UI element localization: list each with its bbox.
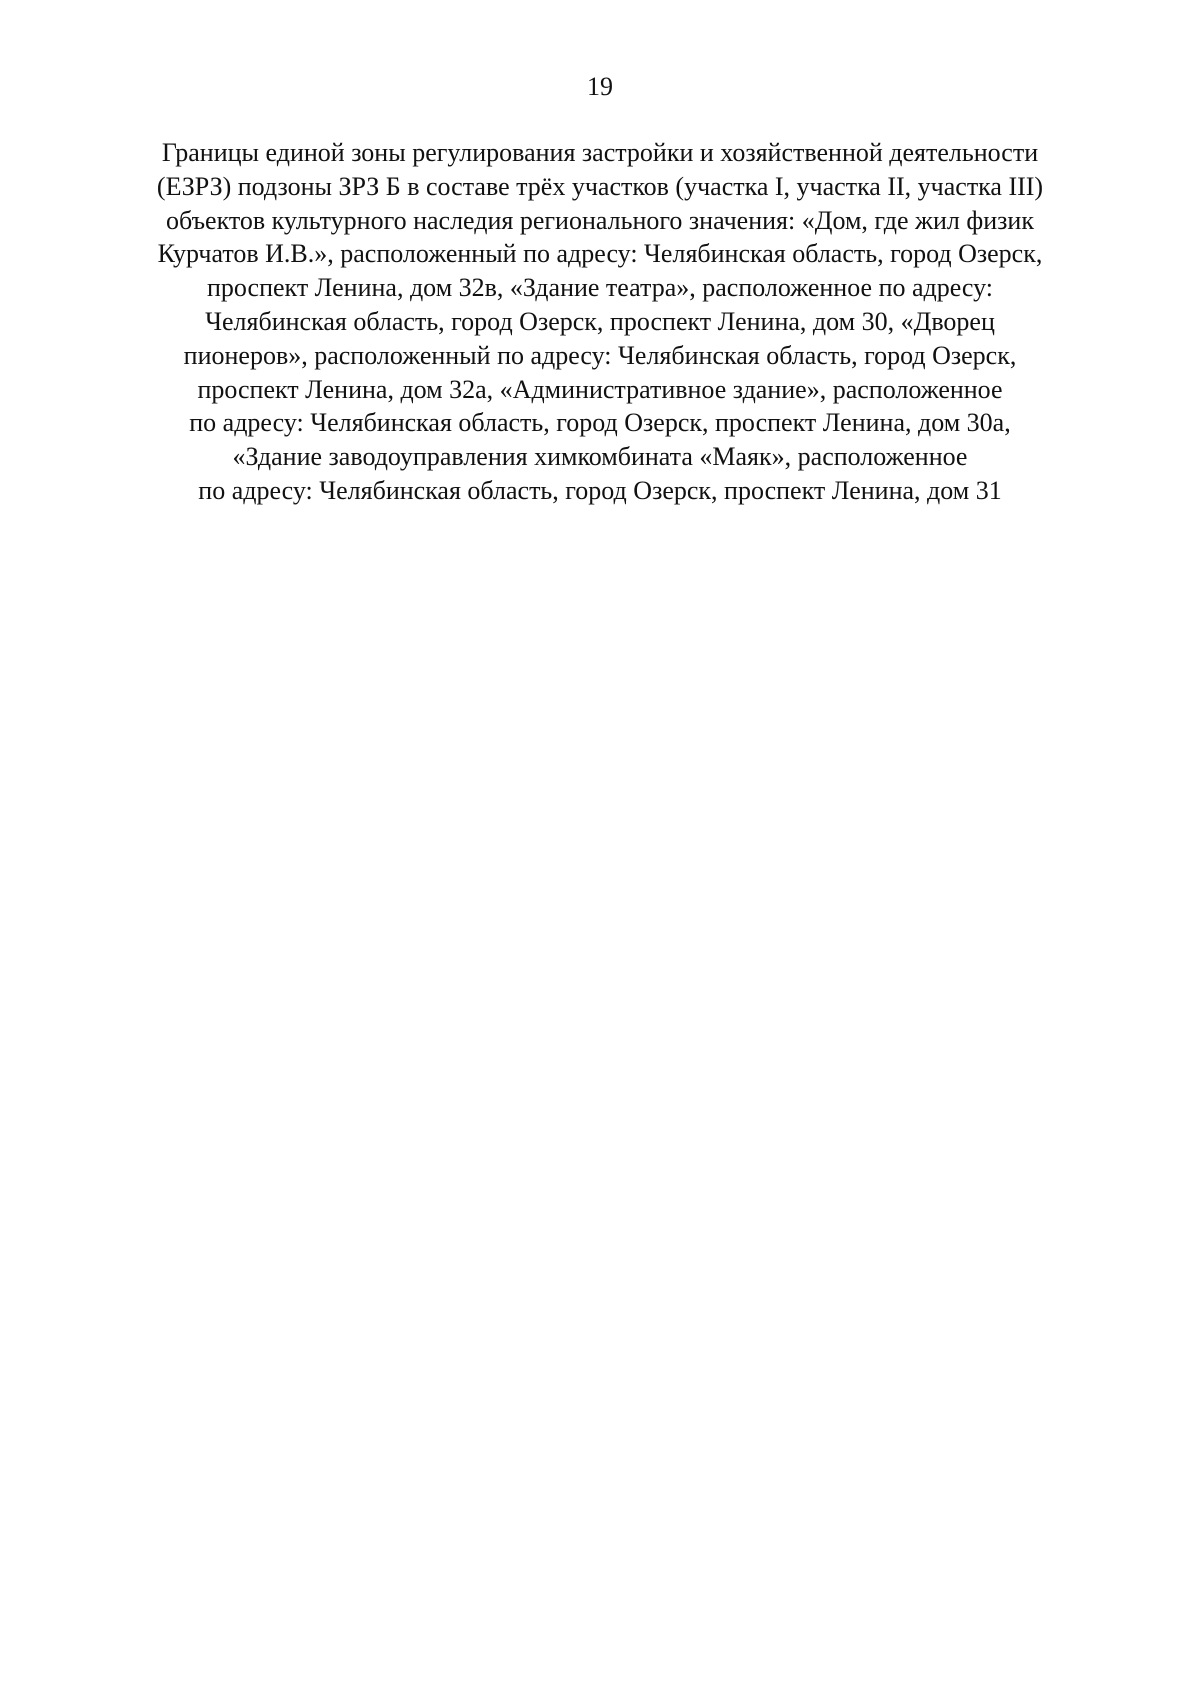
heading-line: Курчатов И.В.», расположенный по адресу: Челябинская область, город Озерск, <box>157 239 1043 269</box>
heading-line: (ЕЗРЗ) подзоны ЗРЗ Б в составе трёх участков (участка I, участка II, участка III) <box>156 171 1044 201</box>
heading-line: по адресу: Челябинская область, город Озерск, проспект Ленина, дом 31 <box>198 475 1002 505</box>
heading-line: Границы единой зоны регулирования застройки и хозяйственной деятельности <box>161 138 1039 167</box>
heading-line: проспект Ленина, дом 32а, «Административное здание», расположенное <box>197 374 1003 404</box>
heading-line: объектов культурного наследия регионального значения: «Дом, где жил физик <box>166 205 1034 235</box>
document-heading <box>100 136 1100 508</box>
heading-line: пионеров», расположенный по адресу: Челябинская область, город Озерск, <box>183 340 1017 370</box>
heading-line: «Здание заводоуправления химкомбината «Маяк», расположенное <box>232 442 968 472</box>
heading-line: Челябинская область, город Озерск, проспект Ленина, дом 30, «Дворец <box>205 306 995 336</box>
heading-line: по адресу: Челябинская область, город Озерск, проспект Ленина, дом 30а, <box>189 408 1011 438</box>
page-number: 19 <box>587 72 613 101</box>
heading-line: проспект Ленина, дом 32в, «Здание театра», расположенное по адресу: <box>206 273 994 303</box>
